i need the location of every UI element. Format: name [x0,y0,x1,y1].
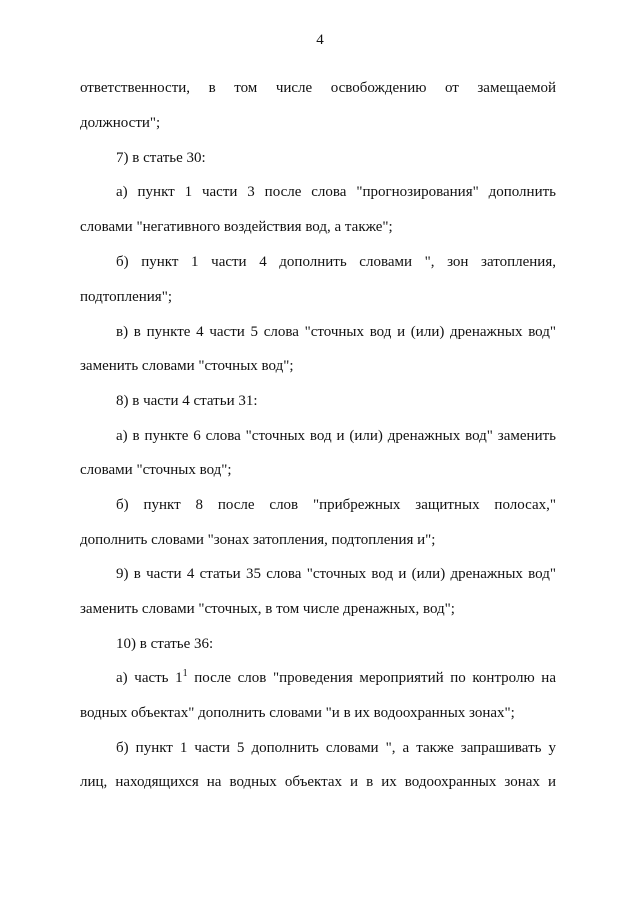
text-line: лиц, находящихся на водных объектах и в их водоохранных зонах и [80,774,556,790]
text-line: словами "сточных вод"; [80,462,232,478]
text-line: водных объектах" дополнить словами "и в их водоохранных зонах"; [80,705,515,721]
text-fragment: а) часть 1 [116,670,183,686]
text-line: должности"; [80,115,161,131]
text-line: ответственности, в том числе освобождению от замещаемой [80,80,556,96]
list-item-heading: 7) в статье 30: [116,150,206,166]
text-line: 9) в части 4 статьи 35 слова "сточных вод и (или) дренажных вод" [116,566,556,582]
list-item-heading: 8) в части 4 статьи 31: [116,393,258,409]
text-line: а) пункт 1 части 3 после слова "прогнозирования" дополнить [116,184,556,200]
text-line: в) в пункте 4 части 5 слова "сточных вод и (или) дренажных вод" [116,324,556,340]
text-line: б) пункт 1 части 4 дополнить словами ", зон затопления, [116,254,556,270]
list-item-heading: 10) в статье 36: [116,636,214,652]
page-number: 4 [316,32,324,48]
text-line: словами "негативного воздействия вод, а также"; [80,219,393,235]
text-line [116,669,556,687]
text-line: подтопления"; [80,289,172,305]
text-line: заменить словами "сточных, в том числе дренажных, вод"; [80,601,455,617]
text-line: б) пункт 8 после слов "прибрежных защитных полосах," [116,497,556,513]
text-line: дополнить словами "зонах затопления, подтопления и"; [80,532,436,548]
text-line: б) пункт 1 части 5 дополнить словами ", а также запрашивать у [116,740,556,756]
superscript: 1 [182,668,188,679]
text-fragment: после слов "проведения мероприятий по контролю на [187,670,556,686]
text-line: а) в пункте 6 слова "сточных вод и (или) дренажных вод" заменить [116,428,556,444]
text-line: заменить словами "сточных вод"; [80,358,294,374]
